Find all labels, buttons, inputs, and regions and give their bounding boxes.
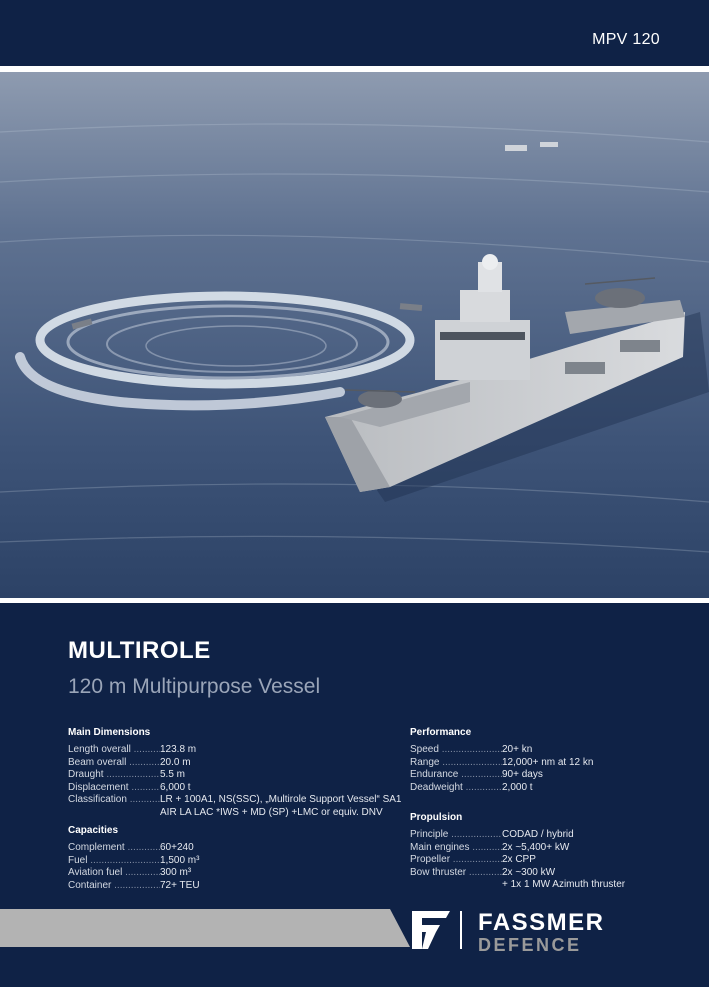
spec-label: Principle ..... xyxy=(410,829,502,842)
spec-value: 20+ kn xyxy=(502,744,533,755)
spec-row-continuation xyxy=(410,879,625,892)
spec-value: AIR LA LAC *IWS + MD (SP) +LMC or equiv. DNV xyxy=(160,806,383,818)
main-dimensions-heading: Main Dimensions xyxy=(68,727,151,738)
spec-row xyxy=(410,829,625,842)
capacities-section xyxy=(68,825,200,892)
spec-label: Endurance ..... xyxy=(410,769,502,782)
spec-row xyxy=(68,867,200,880)
spec-label: Bow thruster ..... xyxy=(410,867,502,880)
spec-label: Length overall ..... xyxy=(68,744,160,757)
spec-label: Speed ..... xyxy=(410,744,502,757)
spec-label: Deadweight ..... xyxy=(410,782,502,795)
spec-row xyxy=(68,794,402,807)
spec-value: 90+ days xyxy=(502,769,543,781)
spec-row xyxy=(410,867,625,880)
spec-row xyxy=(410,782,593,795)
spec-label: Beam overall ..... xyxy=(68,757,160,770)
spec-label: Aviation fuel ..... xyxy=(68,867,160,880)
spec-row xyxy=(410,842,625,855)
spec-value: 2x ~300 kW xyxy=(502,866,556,878)
spec-label: Classification ..... xyxy=(68,794,160,807)
main-dimensions-section xyxy=(68,727,402,820)
header-bar xyxy=(0,0,709,66)
spec-row xyxy=(68,782,402,795)
spec-value: 72+ TEU xyxy=(160,879,200,891)
spec-value: 5.5 m xyxy=(160,769,186,781)
spec-value: 2x CPP xyxy=(502,854,536,866)
propulsion-heading: Propulsion xyxy=(410,812,463,823)
spec-value: 6,000 t xyxy=(160,781,191,793)
performance-section xyxy=(410,727,593,794)
spec-label: Complement ..... xyxy=(68,842,160,855)
fassmer-f-icon xyxy=(410,909,466,953)
spec-value: 2x ~5,400+ kW xyxy=(502,841,570,853)
spec-value: 300 m³ xyxy=(160,867,192,879)
spec-value: 123.8 m xyxy=(160,744,197,755)
performance-heading: Performance xyxy=(410,727,472,738)
propulsion-section xyxy=(410,812,625,892)
spec-panel xyxy=(0,603,709,987)
spec-row xyxy=(68,757,402,770)
page-title: MULTIROLE xyxy=(68,637,211,664)
spec-row xyxy=(68,744,402,757)
page-subtitle: 120 m Multipurpose Vessel xyxy=(68,675,321,698)
capacities-heading: Capacities xyxy=(68,825,119,836)
spec-row xyxy=(410,744,593,757)
spec-label: Propeller ..... xyxy=(410,854,502,867)
model-code: MPV 120 xyxy=(592,31,660,48)
spec-value: 2,000 t xyxy=(502,781,533,793)
spec-row xyxy=(410,757,593,770)
spec-value: 12,000+ nm at 12 kn xyxy=(502,756,594,768)
spec-row xyxy=(68,855,200,868)
spec-row xyxy=(410,769,593,782)
spec-label: Draught ..... xyxy=(68,769,160,782)
spec-label: Main engines ..... xyxy=(410,842,502,855)
logo-word-fassmer: FASSMER xyxy=(478,909,605,936)
spec-label: Fuel ..... xyxy=(68,855,160,868)
ship-photo-icon xyxy=(0,72,709,598)
spec-value: 1,500 m³ xyxy=(160,854,200,866)
ship-photo xyxy=(0,72,709,598)
spec-value: LR + 100A1, NS(SSC), „Multirole Support Vessel“ SA1 xyxy=(160,794,402,806)
spec-row xyxy=(68,880,200,893)
spec-label: Container ..... xyxy=(68,880,160,893)
spec-value: 20.0 m xyxy=(160,756,191,768)
spec-row xyxy=(410,854,625,867)
footer-grey-bar xyxy=(0,909,410,947)
logo-word-defence: DEFENCE xyxy=(478,935,582,955)
fassmer-defence-logo xyxy=(410,908,670,954)
spec-row xyxy=(68,769,402,782)
spec-label: Displacement ..... xyxy=(68,782,160,795)
spec-value: + 1x 1 MW Azimuth thruster xyxy=(502,879,626,891)
spec-value: CODAD / hybrid xyxy=(502,829,574,840)
spec-row xyxy=(68,842,200,855)
spec-value: 60+240 xyxy=(160,842,194,853)
spec-label: Range ..... xyxy=(410,757,502,770)
spec-row-continuation xyxy=(68,807,402,820)
